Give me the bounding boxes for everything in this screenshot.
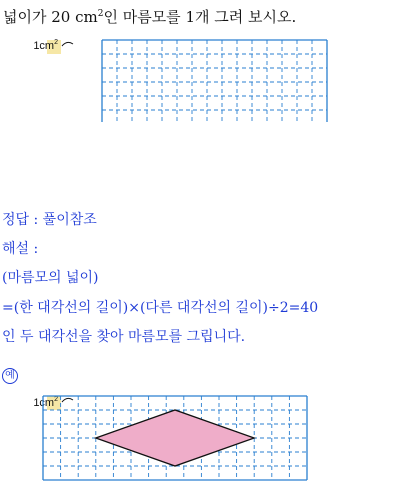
answer-label: 정답 : 풀이참조 — [2, 212, 97, 228]
question-suffix: 인 마름모를 1개 그려 보시오. — [103, 8, 297, 26]
example-grid — [0, 384, 400, 484]
explanation-line-3: 인 두 대각선을 찾아 마름모를 그립니다. — [2, 329, 246, 345]
explanation-line-2: =(한 대각선의 길이)×(다른 대각선의 길이)÷2=40 — [2, 300, 319, 316]
explanation-label: 해설 : — [2, 241, 39, 257]
blank-grid — [0, 32, 400, 122]
unit-label: $1cm^2$ — [33, 39, 58, 52]
unit-pointer-arrow — [62, 42, 73, 46]
question-prefix: 넓이가 20 cm — [3, 8, 98, 26]
unit-label: $1cm^2$ — [33, 396, 58, 409]
question-exponent: 2 — [97, 9, 104, 19]
unit-pointer-arrow — [62, 398, 73, 402]
explanation-line-1: (마름모의 넓이) — [2, 270, 99, 286]
question-text — [3, 6, 296, 27]
example-mark: 예 — [2, 368, 18, 384]
rhombus — [96, 410, 254, 466]
